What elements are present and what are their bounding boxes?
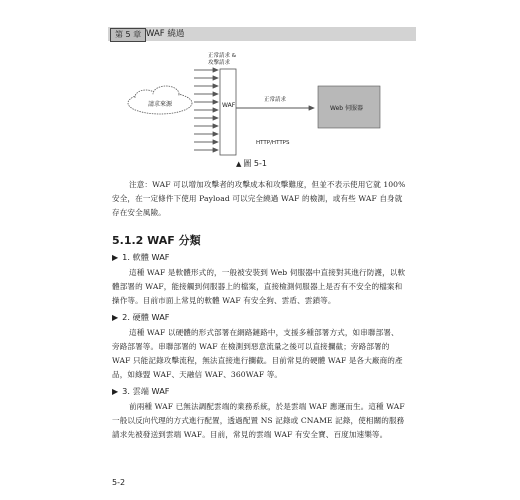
triangle-bullet-icon: ▶ (112, 253, 119, 262)
cloud-icon (128, 86, 192, 114)
figure-caption (236, 158, 267, 169)
caption-triangle-icon: ▲ (236, 160, 242, 168)
triangle-bullet-icon: ▶ (112, 387, 119, 396)
page-number: 5-2 (112, 478, 126, 487)
normal-attack-requests-label-line2: 攻擊請求 (208, 60, 231, 66)
waf-architecture-diagram (110, 50, 400, 158)
subsection-heading-text: 3. 雲端 WAF (122, 386, 170, 396)
subsection-heading-text: 2. 硬體 WAF (122, 312, 170, 322)
intro-paragraph: 注意：WAF 可以增加攻擊者的攻擊成本和攻擊難度，但並不表示使用它就 100% 安全，在一定條件下使用 Payload 可以完全繞過 WAF 的檢測，或有些 WAF 自身就存在安全風險。 (112, 180, 406, 217)
figure-caption-text: 圖 5-1 (243, 159, 267, 168)
subsection-heading-cloud-waf (112, 386, 170, 397)
waf-box (220, 69, 236, 155)
subsection-body-software-waf: 這種 WAF 是軟體形式的，一般被安裝到 Web 伺服器中直接對其進行防護，以軟體部署的 WAF，能接觸到伺服器上的檔案，直接檢測伺服器上是否有不安全的檔案和操作等。目前市面上常見的軟體 WAF 有安全狗、雲盾、雲鎖等。 (112, 268, 406, 305)
http-https-label: HTTP/HTTPS (256, 140, 290, 146)
chapter-label: 第 5 章 (110, 28, 146, 42)
request-arrows (194, 70, 218, 150)
web-server-label: Web 伺服器 (330, 105, 363, 112)
triangle-bullet-icon: ▶ (112, 313, 119, 322)
subsection-heading-software-waf (112, 252, 170, 263)
normal-requests-label: 正常請求 (264, 97, 287, 103)
subsection-body-cloud-waf: 前兩種 WAF 已無法調配雲端的業務系統，於是雲端 WAF 應運而生。這種 WAF 一般以反向代理的方式進行配置，透過配置 NS 記錄或 CNAME 記錄，使相關的服務請求先被發送到雲端 WAF。目前，常見的雲端 WAF 有安全寶、百度加速樂等。 (112, 402, 405, 439)
client-label: 請求來源 (148, 101, 173, 108)
normal-attack-requests-label-line1: 正常請求 & (208, 53, 237, 59)
waf-label: WAF (222, 102, 236, 109)
subsection-heading-hardware-waf (112, 312, 170, 323)
chapter-title: WAF 繞過 (146, 29, 185, 39)
subsection-heading-text: 1. 軟體 WAF (122, 252, 170, 262)
section-heading: 5.1.2 WAF 分類 (112, 234, 201, 247)
subsection-body-hardware-waf: 這種 WAF 以硬體的形式部署在網路鏈路中，支援多種部署方式，如串聯部署、旁路部署等。串聯部署的 WAF 在檢測到惡意流量之後可以直接攔截；旁路部署的 WAF 只能記錄攻擊流程，無法直接進行攔截。目前常見的硬體 WAF 是各大廠商的產品，如綠盟 WAF、天融信 WAF、360WAF 等。 (112, 328, 403, 379)
